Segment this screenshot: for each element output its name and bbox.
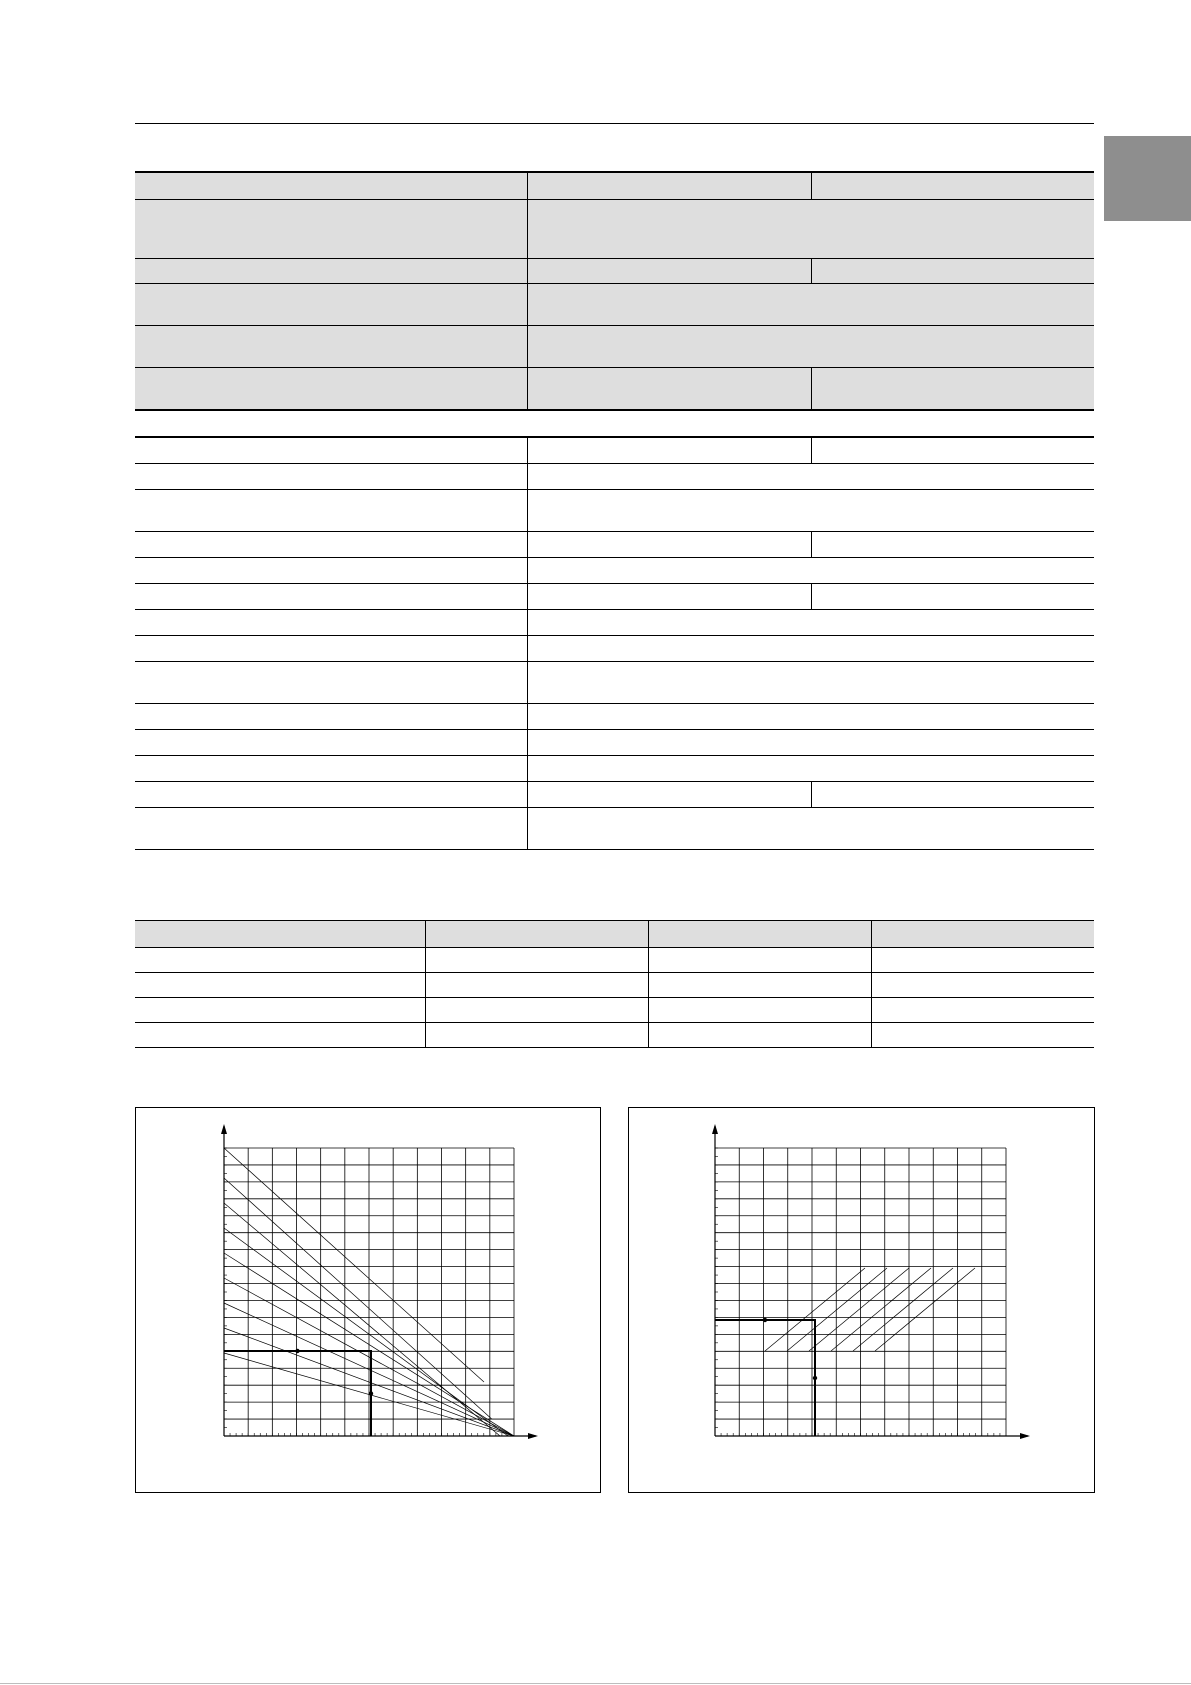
- summary-cell: [425, 948, 648, 973]
- spec-cell: [811, 584, 1094, 610]
- spec-cell: [527, 532, 811, 558]
- spec-row: [135, 584, 1094, 610]
- spec-cell: [135, 808, 527, 850]
- spec-cell: [811, 368, 1094, 411]
- spec-cell: [135, 662, 527, 704]
- chart-curve: [853, 1268, 953, 1351]
- spec-row: [135, 704, 1094, 730]
- summary-cell: [135, 948, 425, 973]
- spec-row: [135, 756, 1094, 782]
- spec-cell: [527, 730, 1094, 756]
- chart-curve: [831, 1268, 931, 1351]
- reading-guide-path: [715, 1320, 815, 1436]
- spec-cell: [135, 584, 527, 610]
- spec-row: [135, 259, 1094, 284]
- x-axis-arrow: [528, 1433, 538, 1439]
- summary-header-cell: [135, 921, 425, 948]
- spec-cell: [135, 200, 527, 259]
- spec-cell: [135, 782, 527, 808]
- spec-cell: [527, 464, 1094, 490]
- specification-table: [135, 171, 1094, 850]
- spec-cell: [527, 259, 811, 284]
- summary-cell: [648, 973, 871, 998]
- spec-row: [135, 558, 1094, 584]
- summary-cell: [648, 998, 871, 1023]
- spec-row: [135, 464, 1094, 490]
- spec-cell: [135, 610, 527, 636]
- chart-curve: [224, 1148, 484, 1382]
- chart-right-svg: [629, 1108, 1094, 1492]
- summary-cell: [425, 973, 648, 998]
- summary-table: [135, 920, 1094, 1048]
- spec-cell: [135, 756, 527, 782]
- summary-row: [135, 948, 1094, 973]
- spec-row: [135, 437, 1094, 464]
- spec-cell: [527, 756, 1094, 782]
- spec-cell: [811, 172, 1094, 200]
- y-axis-arrow: [712, 1124, 718, 1134]
- chart-left-svg: [136, 1108, 600, 1492]
- spec-row: [135, 368, 1094, 411]
- summary-header-cell: [871, 921, 1094, 948]
- summary-row: [135, 998, 1094, 1023]
- spec-cell: [135, 704, 527, 730]
- summary-cell: [135, 1023, 425, 1048]
- spec-cell: [135, 532, 527, 558]
- spec-row: [135, 636, 1094, 662]
- spec-cell: [135, 284, 527, 326]
- spec-gap: [135, 410, 1094, 437]
- spec-cell: [135, 730, 527, 756]
- chart-left: [135, 1107, 601, 1493]
- summary-cell: [648, 1023, 871, 1048]
- spec-cell: [527, 808, 1094, 850]
- spec-cell: [811, 782, 1094, 808]
- spec-cell: [527, 584, 811, 610]
- spec-cell: [811, 259, 1094, 284]
- spec-cell: [811, 532, 1094, 558]
- spec-cell: [527, 636, 1094, 662]
- spec-cell: [527, 782, 811, 808]
- spec-cell: [135, 636, 527, 662]
- spec-cell: [527, 326, 1094, 368]
- spec-cell: [527, 610, 1094, 636]
- summary-header-cell: [648, 921, 871, 948]
- summary-row: [135, 973, 1094, 998]
- chart-right: [628, 1107, 1095, 1493]
- summary-cell: [871, 973, 1094, 998]
- summary-cell: [425, 998, 648, 1023]
- spec-row: [135, 172, 1094, 200]
- x-axis-arrow: [1020, 1433, 1030, 1439]
- spec-cell: [527, 172, 811, 200]
- reading-guide-path: [224, 1351, 371, 1436]
- spec-cell: [527, 368, 811, 411]
- guide-arrow-mark: [295, 1349, 299, 1353]
- summary-header-cell: [425, 921, 648, 948]
- summary-cell: [871, 998, 1094, 1023]
- spec-row: [135, 326, 1094, 368]
- spec-cell: [527, 437, 811, 464]
- summary-cell: [135, 998, 425, 1023]
- spec-cell: [135, 259, 527, 284]
- chart-curve: [875, 1268, 975, 1351]
- spec-cell: [527, 558, 1094, 584]
- spec-row: [135, 284, 1094, 326]
- bottom-rule: [0, 1683, 1191, 1684]
- spec-row: [135, 730, 1094, 756]
- spec-cell: [527, 490, 1094, 532]
- spec-cell: [135, 464, 527, 490]
- spec-row: [135, 410, 1094, 437]
- header-rule: [135, 123, 1094, 124]
- spec-cell: [135, 368, 527, 411]
- spec-cell: [811, 437, 1094, 464]
- spec-cell: [135, 172, 527, 200]
- spec-cell: [527, 704, 1094, 730]
- chart-curve: [809, 1268, 909, 1351]
- summary-cell: [648, 948, 871, 973]
- spec-row: [135, 532, 1094, 558]
- spec-cell: [135, 437, 527, 464]
- spec-row: [135, 490, 1094, 532]
- chart-curve: [787, 1268, 887, 1351]
- spec-cell: [135, 326, 527, 368]
- summary-cell: [425, 1023, 648, 1048]
- spec-cell: [135, 490, 527, 532]
- summary-cell: [135, 973, 425, 998]
- spec-cell: [527, 200, 1094, 259]
- spec-cell: [527, 284, 1094, 326]
- spec-row: [135, 610, 1094, 636]
- guide-arrow-mark: [813, 1376, 817, 1380]
- spec-cell: [135, 558, 527, 584]
- spec-row: [135, 782, 1094, 808]
- chapter-tab: [1104, 136, 1191, 221]
- spec-row: [135, 200, 1094, 259]
- summary-header-row: [135, 921, 1094, 948]
- summary-row: [135, 1023, 1094, 1048]
- guide-arrow-mark: [369, 1391, 373, 1395]
- chart-curve: [224, 1178, 492, 1419]
- spec-row: [135, 662, 1094, 704]
- guide-arrow-mark: [763, 1318, 767, 1322]
- spec-row: [135, 808, 1094, 850]
- spec-cell: [527, 662, 1094, 704]
- summary-cell: [871, 1023, 1094, 1048]
- summary-cell: [871, 948, 1094, 973]
- y-axis-arrow: [221, 1124, 227, 1134]
